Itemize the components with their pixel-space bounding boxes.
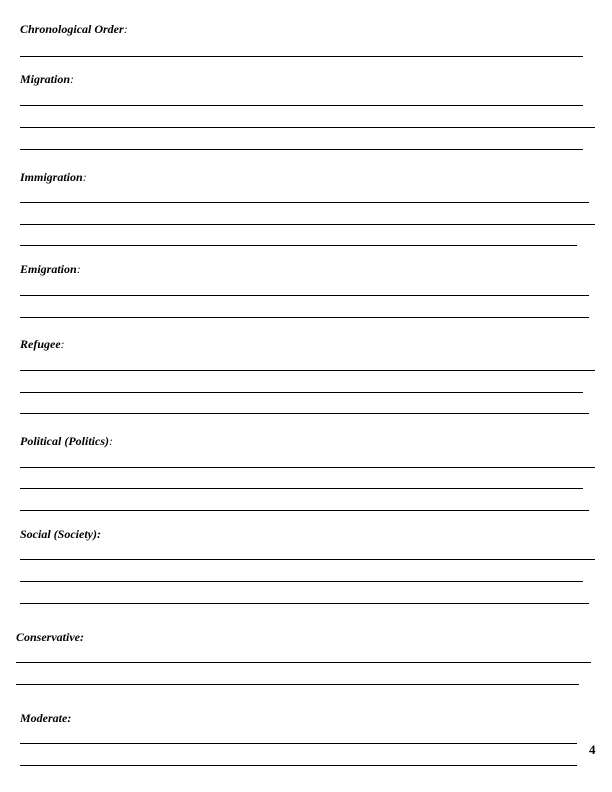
answer-line[interactable] [20,603,589,604]
answer-line[interactable] [20,510,589,511]
answer-line[interactable] [20,765,577,766]
term-label-chronological-order [20,22,128,36]
term-label-social [20,527,101,541]
answer-line[interactable] [20,467,595,468]
answer-line[interactable] [20,743,577,744]
answer-line[interactable] [20,202,589,203]
answer-line[interactable] [20,488,583,489]
answer-line[interactable] [20,581,583,582]
term-colon: : [70,72,75,86]
term-text: Conservative: [16,630,84,644]
term-label-conservative [16,630,84,644]
answer-line[interactable] [20,295,589,296]
answer-line[interactable] [20,56,583,57]
term-label-migration [20,72,74,86]
term-text: Political (Politics) [20,434,109,448]
answer-line[interactable] [20,413,589,414]
term-colon: : [82,170,87,184]
term-colon: : [76,262,81,276]
page-number: 4 [589,742,596,757]
term-colon: : [108,434,113,448]
term-text: Migration [20,72,71,86]
answer-line[interactable] [20,317,589,318]
answer-line[interactable] [20,559,595,560]
term-colon: : [60,337,65,351]
term-colon: : [123,22,128,36]
answer-line[interactable] [20,370,595,371]
answer-line[interactable] [20,224,595,225]
answer-line[interactable] [20,127,595,128]
term-text: Chronological Order [20,22,124,36]
answer-line[interactable] [16,662,591,663]
answer-line[interactable] [20,105,583,106]
answer-line[interactable] [16,684,579,685]
term-text: Immigration [20,170,83,184]
term-text: Social (Society): [20,527,101,541]
term-text: Moderate: [20,711,72,725]
answer-line[interactable] [20,392,583,393]
answer-line[interactable] [20,245,577,246]
answer-line[interactable] [20,149,583,150]
term-label-political [20,434,113,448]
term-label-refugee [20,337,65,351]
term-label-moderate [20,711,71,725]
term-text: Refugee [20,337,61,351]
term-text: Emigration [20,262,77,276]
term-label-emigration [20,262,81,276]
term-label-immigration [20,170,87,184]
